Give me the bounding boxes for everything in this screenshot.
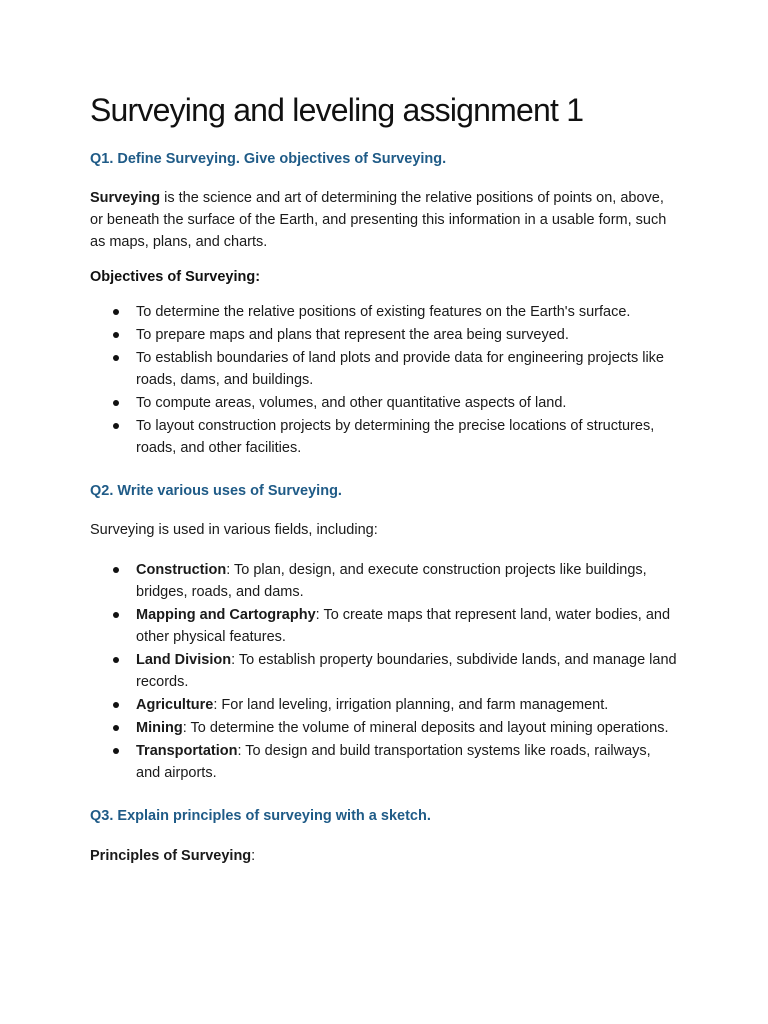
use-term: Agriculture	[136, 697, 214, 714]
list-item	[90, 604, 678, 648]
list-item	[90, 415, 678, 459]
bullet-icon	[113, 702, 119, 708]
list-item	[90, 392, 678, 414]
principles-term: Principles of Surveying	[90, 847, 252, 864]
bullet-icon	[113, 423, 119, 429]
definition-text: is the science and art of determining the relative positions of points on, above, or beneath the surface of the Earth, and presenting this information in a usable form, such as maps, plans, and charts.	[90, 190, 667, 251]
bullet-icon	[113, 612, 119, 618]
list-item	[90, 740, 678, 784]
principles-suffix: :	[251, 847, 256, 864]
principles-line	[90, 845, 678, 867]
use-term: Construction	[136, 562, 227, 579]
use-text: : For land leveling, irrigation planning, and farm management.	[213, 697, 609, 714]
use-term: Transportation	[136, 743, 238, 760]
uses-list	[90, 559, 678, 784]
list-item	[90, 324, 678, 346]
question-1-heading: Q1. Define Surveying. Give objectives of Surveying.	[90, 150, 447, 167]
bullet-icon	[113, 567, 119, 573]
use-text: : To establish property boundaries, subdivide lands, and manage land records.	[136, 652, 677, 691]
bullet-icon	[113, 355, 119, 361]
objective-text: To layout construction projects by determining the precise locations of structures, roads, and other facilities.	[136, 418, 655, 457]
question-2-heading: Q2. Write various uses of Surveying.	[90, 483, 342, 500]
use-text: : To design and build transportation systems like roads, railways, and airports.	[136, 743, 651, 782]
bullet-icon	[113, 309, 119, 315]
objectives-list	[90, 301, 678, 459]
list-item	[90, 301, 678, 323]
use-text: : To determine the volume of mineral deposits and layout mining operations.	[182, 720, 669, 737]
use-text: : To plan, design, and execute construction projects like buildings, bridges, roads, and dams.	[136, 562, 647, 601]
list-item	[90, 559, 678, 603]
list-item	[90, 694, 678, 716]
uses-intro: Surveying is used in various fields, including:	[90, 522, 378, 539]
use-text: : To create maps that represent land, water bodies, and other physical features.	[136, 607, 671, 646]
objective-text: To prepare maps and plans that represent the area being surveyed.	[136, 327, 569, 344]
bullet-icon	[113, 332, 119, 338]
bullet-icon	[113, 657, 119, 663]
bullet-icon	[113, 748, 119, 754]
list-item	[90, 649, 678, 693]
use-term: Mining	[136, 720, 183, 737]
definition-term: Surveying	[90, 190, 161, 207]
objectives-heading: Objectives of Surveying:	[90, 269, 261, 286]
surveying-definition	[90, 187, 678, 253]
bullet-icon	[113, 400, 119, 406]
objective-text: To establish boundaries of land plots and provide data for engineering projects like roads, dams, and buildings.	[136, 350, 664, 389]
list-item	[90, 347, 678, 391]
question-3-heading: Q3. Explain principles of surveying with a sketch.	[90, 808, 431, 825]
bullet-icon	[113, 725, 119, 731]
use-term: Mapping and Cartography	[136, 607, 316, 624]
use-term: Land Division	[136, 652, 232, 669]
document-title: Surveying and leveling assignment 1	[90, 92, 584, 128]
objective-text: To determine the relative positions of existing features on the Earth's surface.	[136, 304, 631, 321]
list-item	[90, 717, 678, 739]
objective-text: To compute areas, volumes, and other quantitative aspects of land.	[136, 395, 567, 412]
